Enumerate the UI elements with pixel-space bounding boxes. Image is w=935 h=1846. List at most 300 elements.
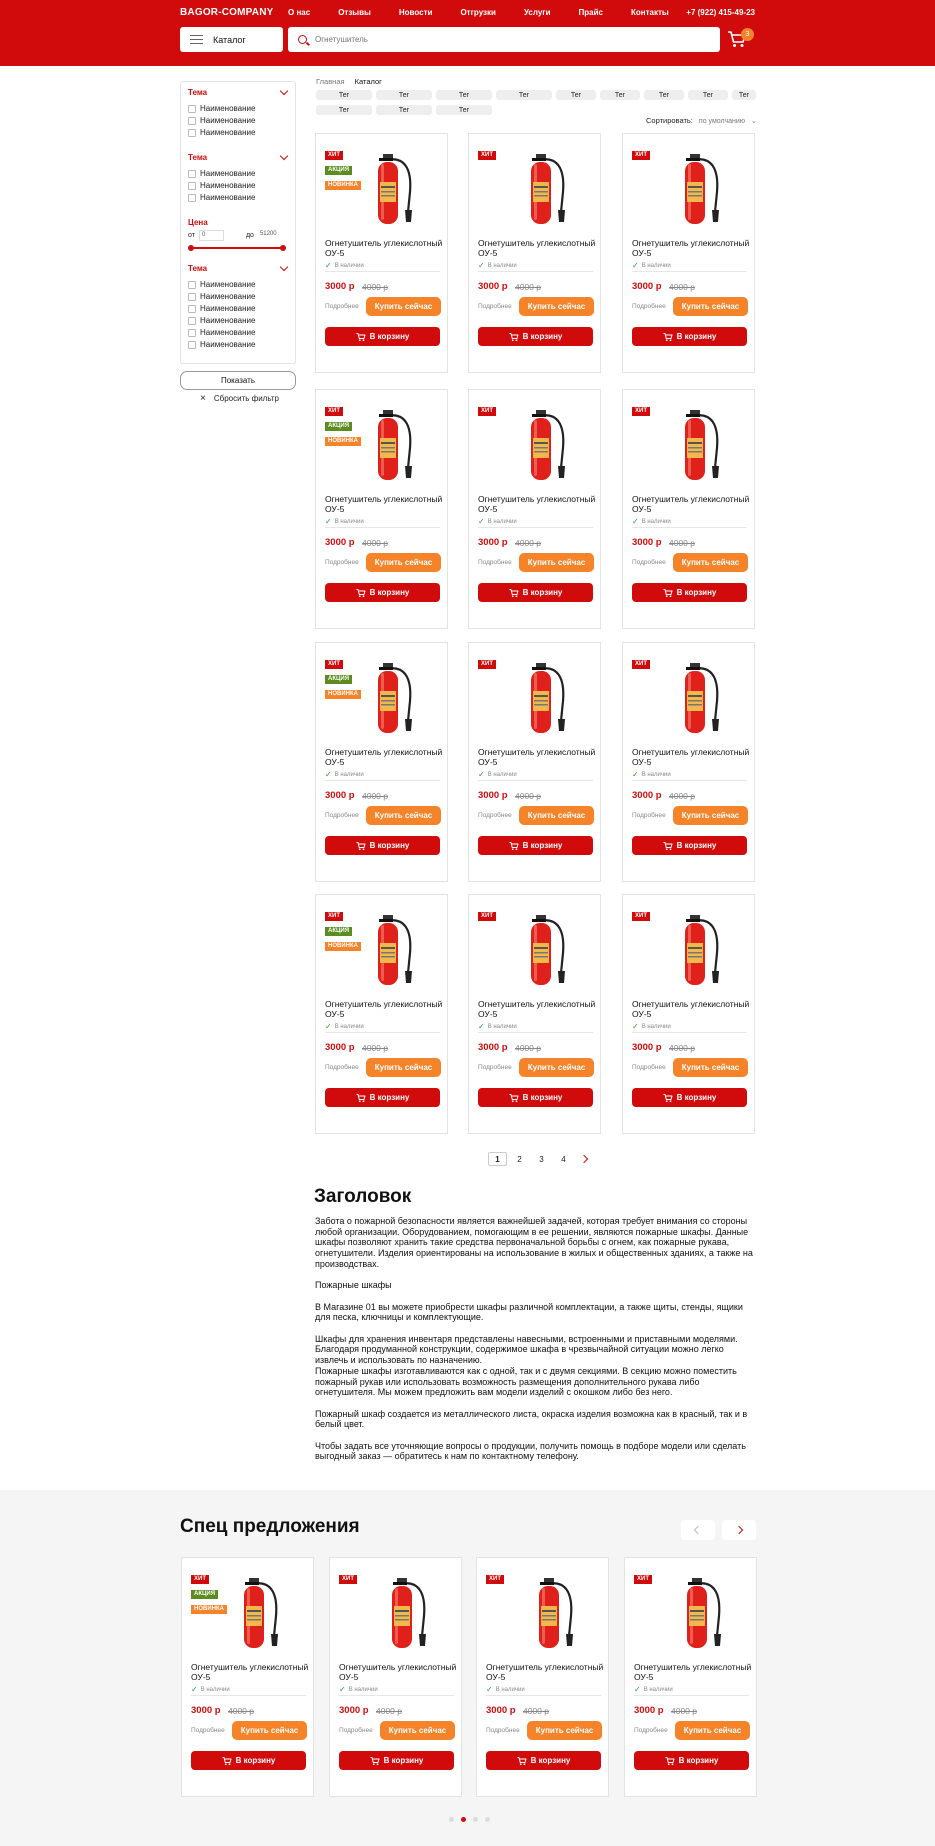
nav-link-about[interactable]: О нас	[288, 8, 311, 17]
product-price: 3000 р	[325, 1042, 355, 1053]
filter-option[interactable]	[188, 304, 255, 313]
product-name[interactable]: Огнетушитель углекислотный ОУ-5	[325, 238, 443, 258]
product-old-price: 4000 р	[515, 538, 541, 548]
badge-hit: ХИТ	[634, 1575, 652, 1584]
buy-now-button[interactable]: Купить сейчас	[527, 1721, 602, 1740]
filter-option-label: Наименование	[200, 280, 256, 289]
product-price: 3000 р	[478, 281, 508, 292]
product-card[interactable]	[622, 894, 755, 1134]
cart-icon	[663, 841, 673, 851]
stock-label: В наличии	[334, 1023, 364, 1030]
sort-label: Сортировать:	[646, 116, 693, 125]
filter-option[interactable]	[188, 104, 255, 113]
page-link[interactable]: 3	[539, 1154, 544, 1164]
product-price: 3000 р	[191, 1705, 221, 1716]
buy-now-button[interactable]: Купить сейчас	[366, 553, 441, 572]
add-to-cart-button[interactable]	[632, 583, 747, 602]
details-link[interactable]: Подробнее	[478, 303, 512, 310]
badge-new: НОВИНКА	[191, 1605, 227, 1614]
product-price: 3000 р	[486, 1705, 516, 1716]
chevron-left-icon	[694, 1526, 702, 1534]
badge-hit: ХИТ	[325, 660, 343, 669]
product-card[interactable]	[181, 1557, 314, 1797]
checkmark-icon: ✓	[632, 517, 639, 526]
checkbox[interactable]	[188, 117, 196, 125]
product-name[interactable]: Огнетушитель углекислотный ОУ-5	[325, 494, 443, 514]
badge-new: НОВИНКА	[325, 181, 361, 190]
product-name[interactable]: Огнетушитель углекислотный ОУ-5	[478, 494, 596, 514]
add-to-cart-button[interactable]	[339, 1751, 454, 1770]
search-icon[interactable]	[298, 35, 307, 44]
buy-now-button[interactable]: Купить сейчас	[519, 553, 594, 572]
fire-extinguisher-image[interactable]	[673, 1572, 733, 1652]
filter-option[interactable]	[188, 280, 255, 289]
tag-chip[interactable]: Тег	[600, 90, 640, 100]
product-card[interactable]	[622, 642, 755, 882]
product-card[interactable]	[468, 894, 601, 1134]
checkmark-icon: ✓	[632, 261, 639, 270]
tag-chip[interactable]: Тег	[316, 90, 372, 100]
nav-link-news[interactable]: Новости	[398, 8, 433, 17]
search-input[interactable]	[315, 35, 695, 44]
fire-extinguisher-image[interactable]	[671, 404, 731, 484]
article-body	[315, 1216, 753, 1473]
details-link[interactable]: Подробнее	[325, 812, 359, 819]
product-old-price: 4000 р	[376, 1706, 402, 1716]
checkbox[interactable]	[188, 129, 196, 137]
stock-status	[339, 1685, 378, 1694]
product-price: 3000 р	[632, 1042, 662, 1053]
product-card[interactable]	[622, 389, 755, 629]
product-old-price: 4000 р	[515, 282, 541, 292]
product-name[interactable]: Огнетушитель углекислотный ОУ-5	[478, 238, 596, 258]
special-offers-section	[0, 1490, 935, 1846]
nav-link-price[interactable]: Прайс	[578, 8, 603, 17]
chevron-right-icon[interactable]	[580, 1155, 588, 1163]
filter-option-label: Наименование	[200, 104, 256, 113]
divider	[632, 271, 747, 272]
filter-option[interactable]	[188, 193, 255, 202]
breadcrumb-current: Каталог	[354, 77, 382, 86]
page-link[interactable]: 4	[561, 1154, 566, 1164]
stock-status	[632, 1022, 671, 1031]
product-name[interactable]: Огнетушитель углекислотный ОУ-5	[191, 1662, 309, 1682]
add-to-cart-button[interactable]	[191, 1751, 306, 1770]
divider	[478, 1032, 593, 1033]
add-to-cart-button[interactable]	[632, 1088, 747, 1107]
badge-sale: АКЦИЯ	[325, 675, 352, 684]
filter-panel	[180, 81, 296, 364]
product-old-price: 4000 р	[669, 1043, 695, 1053]
fire-extinguisher-image[interactable]	[525, 1572, 585, 1652]
price-range-inputs	[188, 230, 287, 241]
product-price: 3000 р	[325, 790, 355, 801]
carousel-dots	[449, 1817, 497, 1822]
product-name[interactable]: Огнетушитель углекислотный ОУ-5	[478, 999, 596, 1019]
stock-status	[632, 261, 671, 270]
tag-chip[interactable]: Тег	[556, 90, 596, 100]
add-to-cart-label: В корзину	[678, 1756, 719, 1765]
add-to-cart-button[interactable]	[325, 583, 440, 602]
divider	[486, 1695, 601, 1696]
site-logo[interactable]: BAGOR-COMPANY	[180, 7, 274, 18]
checkbox[interactable]	[188, 105, 196, 113]
checkmark-icon: ✓	[339, 1685, 346, 1694]
price-from-input[interactable]: 0	[199, 230, 224, 241]
details-link[interactable]: Подробнее	[634, 1727, 668, 1734]
carousel-dot[interactable]	[473, 1817, 478, 1822]
details-link[interactable]: Подробнее	[632, 812, 666, 819]
details-link[interactable]: Подробнее	[478, 559, 512, 566]
fire-extinguisher-image[interactable]	[364, 909, 424, 989]
checkmark-icon: ✓	[478, 517, 485, 526]
badge-sale: АКЦИЯ	[325, 422, 352, 431]
buy-now-button[interactable]: Купить сейчас	[673, 297, 748, 316]
badge-sale: АКЦИЯ	[325, 927, 352, 936]
product-old-price: 4000 р	[669, 538, 695, 548]
add-to-cart-button[interactable]	[325, 327, 440, 346]
chevron-down-icon[interactable]	[280, 263, 288, 271]
filter-option-label: Наименование	[200, 116, 256, 125]
stock-label: В наличии	[641, 262, 671, 269]
page-link[interactable]: 1	[488, 1152, 507, 1166]
nav-link-reviews[interactable]: Отзывы	[338, 8, 371, 17]
fire-extinguisher-image[interactable]	[671, 909, 731, 989]
add-to-cart-button[interactable]	[325, 836, 440, 855]
product-name[interactable]: Огнетушитель углекислотный ОУ-5	[632, 494, 750, 514]
cart-icon	[222, 1756, 232, 1766]
buy-now-button[interactable]: Купить сейчас	[673, 1058, 748, 1077]
checkmark-icon: ✓	[478, 261, 485, 270]
article-paragraph: Забота о пожарной безопасности является важнейшей задачей, которая требует внимания со стороны любой организации. Оборудованием, помогающим в ее решении, являются пожарные шкафы. Данные шкафы позволяют хранить такие средства первоначальной борьбы с огнем, как пожарные рукава, огнетушители. Изделия ориентированы на использование в жилых и общественных зданиях, а также на производствах.	[315, 1216, 753, 1269]
product-card[interactable]	[315, 642, 448, 882]
buy-now-button[interactable]: Купить сейчас	[675, 1721, 750, 1740]
add-to-cart-label: В корзину	[522, 1093, 563, 1102]
stock-label: В наличии	[334, 262, 364, 269]
buy-now-button[interactable]: Купить сейчас	[673, 806, 748, 825]
fire-extinguisher-image[interactable]	[364, 148, 424, 228]
cart-icon	[370, 1756, 380, 1766]
stock-status	[325, 261, 364, 270]
filter-option[interactable]	[188, 340, 255, 349]
filter-option-label: Наименование	[200, 181, 256, 190]
checkmark-icon: ✓	[325, 1022, 332, 1031]
checkmark-icon: ✓	[325, 517, 332, 526]
add-to-cart-button[interactable]	[632, 327, 747, 346]
cart-icon	[509, 588, 519, 598]
filter-option[interactable]	[188, 328, 255, 337]
fire-extinguisher-image[interactable]	[671, 657, 731, 737]
carousel-dot[interactable]	[485, 1817, 490, 1822]
add-to-cart-button[interactable]	[478, 836, 593, 855]
divider	[325, 1032, 440, 1033]
carousel-dot[interactable]	[449, 1817, 454, 1822]
fire-extinguisher-image[interactable]	[364, 404, 424, 484]
carousel-prev-button[interactable]	[681, 1520, 715, 1540]
product-old-price: 4000 р	[523, 1706, 549, 1716]
checkmark-icon: ✓	[478, 1022, 485, 1031]
add-to-cart-label: В корзину	[383, 1756, 424, 1765]
details-link[interactable]: Подробнее	[325, 559, 359, 566]
filter-group-title[interactable]: Тема	[188, 153, 208, 162]
tag-chip[interactable]: Тег	[644, 90, 684, 100]
pagination	[488, 1152, 587, 1166]
product-price: 3000 р	[478, 1042, 508, 1053]
cart-count-badge: 3	[741, 28, 754, 41]
product-old-price: 4000 р	[362, 282, 388, 292]
nav-link-shipments[interactable]: Отгрузки	[460, 8, 496, 17]
cart-icon	[663, 588, 673, 598]
product-old-price: 4000 р	[669, 791, 695, 801]
carousel-dot-active[interactable]	[461, 1817, 466, 1822]
buy-now-button[interactable]: Купить сейчас	[366, 806, 441, 825]
chevron-down-icon[interactable]	[280, 152, 288, 160]
checkbox[interactable]	[188, 305, 196, 313]
filter-option[interactable]	[188, 316, 255, 325]
nav-link-contacts[interactable]: Контакты	[631, 8, 669, 17]
add-to-cart-label: В корзину	[676, 332, 717, 341]
tag-chip[interactable]: Тег	[376, 90, 432, 100]
badge-sale: АКЦИЯ	[191, 1590, 218, 1599]
catalog-button[interactable]	[180, 27, 283, 52]
buy-now-button[interactable]: Купить сейчас	[519, 806, 594, 825]
details-link[interactable]: Подробнее	[325, 303, 359, 310]
checkmark-icon: ✓	[191, 1685, 198, 1694]
badge-hit: ХИТ	[632, 912, 650, 921]
checkbox[interactable]	[188, 317, 196, 325]
checkbox[interactable]	[188, 293, 196, 301]
product-name[interactable]: Огнетушитель углекислотный ОУ-5	[632, 238, 750, 258]
details-link[interactable]: Подробнее	[325, 1064, 359, 1071]
tag-chip[interactable]: Тег	[732, 90, 756, 100]
stock-status	[632, 770, 671, 779]
add-to-cart-button[interactable]	[634, 1751, 749, 1770]
checkbox[interactable]	[188, 281, 196, 289]
checkbox[interactable]	[188, 182, 196, 190]
add-to-cart-label: В корзину	[522, 332, 563, 341]
checkbox[interactable]	[188, 194, 196, 202]
badge-new: НОВИНКА	[325, 690, 361, 699]
divider	[632, 780, 747, 781]
show-results-button[interactable]: Показать	[180, 371, 296, 390]
add-to-cart-label: В корзину	[369, 841, 410, 850]
tag-chip[interactable]: Тег	[316, 105, 372, 115]
price-from-label: от	[188, 232, 195, 239]
filter-option-label: Наименование	[200, 128, 256, 137]
filter-option[interactable]	[188, 128, 255, 137]
breadcrumb-home[interactable]: Главная	[316, 77, 345, 86]
fire-extinguisher-image[interactable]	[517, 404, 577, 484]
filter-group-title[interactable]: Тема	[188, 88, 208, 97]
checkbox[interactable]	[188, 170, 196, 178]
badge-new: НОВИНКА	[325, 942, 361, 951]
tag-chip[interactable]: Тег	[436, 105, 492, 115]
add-to-cart-label: В корзину	[676, 841, 717, 850]
buy-now-button[interactable]: Купить сейчас	[519, 297, 594, 316]
divider	[632, 527, 747, 528]
tag-chip[interactable]: Тег	[436, 90, 492, 100]
fire-extinguisher-image[interactable]	[517, 909, 577, 989]
stock-label: В наличии	[348, 1686, 378, 1693]
sort-value[interactable]: по умолчанию	[698, 118, 746, 125]
add-to-cart-button[interactable]	[486, 1751, 601, 1770]
details-link[interactable]: Подробнее	[339, 1727, 373, 1734]
product-card[interactable]	[468, 642, 601, 882]
details-link[interactable]: Подробнее	[632, 1064, 666, 1071]
cart-icon	[517, 1756, 527, 1766]
product-card[interactable]	[329, 1557, 462, 1797]
buy-now-button[interactable]: Купить сейчас	[380, 1721, 455, 1740]
slider-min-handle[interactable]	[188, 245, 194, 251]
details-link[interactable]: Подробнее	[478, 1064, 512, 1071]
fire-extinguisher-image[interactable]	[671, 148, 731, 228]
product-name[interactable]: Огнетушитель углекислотный ОУ-5	[478, 747, 596, 767]
product-old-price: 4000 р	[228, 1706, 254, 1716]
badge-hit: ХИТ	[325, 407, 343, 416]
checkmark-icon: ✓	[634, 1685, 641, 1694]
add-to-cart-label: В корзину	[522, 588, 563, 597]
slider-max-handle[interactable]	[280, 245, 286, 251]
product-name[interactable]: Огнетушитель углекислотный ОУ-5	[486, 1662, 604, 1682]
cart-icon	[509, 841, 519, 851]
filter-group-title[interactable]: Тема	[188, 264, 208, 273]
buy-now-button[interactable]: Купить сейчас	[673, 553, 748, 572]
checkbox[interactable]	[188, 329, 196, 337]
cart-icon	[356, 588, 366, 598]
price-slider[interactable]	[190, 247, 284, 249]
price-to-input[interactable]: 51200	[259, 231, 277, 237]
details-link[interactable]: Подробнее	[478, 812, 512, 819]
page-link[interactable]: 2	[517, 1154, 522, 1164]
fire-extinguisher-image[interactable]	[230, 1572, 290, 1652]
buy-now-button[interactable]: Купить сейчас	[366, 297, 441, 316]
menu-icon	[190, 35, 203, 44]
details-link[interactable]: Подробнее	[486, 1727, 520, 1734]
cart-icon	[509, 1093, 519, 1103]
add-to-cart-label: В корзину	[522, 841, 563, 850]
divider	[325, 527, 440, 528]
stock-label: В наличии	[641, 1023, 671, 1030]
product-card[interactable]	[476, 1557, 609, 1797]
cart-icon	[356, 332, 366, 342]
fire-extinguisher-image[interactable]	[517, 657, 577, 737]
product-card[interactable]	[315, 133, 448, 373]
add-to-cart-button[interactable]	[478, 583, 593, 602]
details-link[interactable]: Подробнее	[632, 559, 666, 566]
chevron-down-icon[interactable]	[280, 87, 288, 95]
price-filter-title: Цена	[188, 218, 208, 227]
details-link[interactable]: Подробнее	[191, 1727, 225, 1734]
buy-now-button[interactable]: Купить сейчас	[366, 1058, 441, 1077]
product-card[interactable]	[315, 894, 448, 1134]
product-name[interactable]: Огнетушитель углекислотный ОУ-5	[632, 999, 750, 1019]
product-card[interactable]	[622, 133, 755, 373]
stock-status	[325, 517, 364, 526]
filter-option[interactable]	[188, 181, 255, 190]
product-old-price: 4000 р	[515, 791, 541, 801]
filter-option-label: Наименование	[200, 340, 256, 349]
fire-extinguisher-image[interactable]	[517, 148, 577, 228]
stock-label: В наличии	[641, 771, 671, 778]
add-to-cart-button[interactable]	[478, 327, 593, 346]
badge-hit: ХИТ	[325, 151, 343, 160]
stock-label: В наличии	[334, 518, 364, 525]
divider	[339, 1695, 454, 1696]
tag-chip[interactable]: Тег	[496, 90, 552, 100]
article-paragraph: В Магазине 01 вы можете приобрести шкафы различной комплектации, а также щиты, стенды, ящики для песка, ключницы и комплектующие.	[315, 1301, 743, 1323]
product-card[interactable]	[468, 389, 601, 629]
product-price: 3000 р	[478, 537, 508, 548]
add-to-cart-button[interactable]	[632, 836, 747, 855]
product-old-price: 4000 р	[671, 1706, 697, 1716]
tag-chip[interactable]: Тег	[688, 90, 728, 100]
divider	[478, 271, 593, 272]
stock-status	[486, 1685, 525, 1694]
nav-link-services[interactable]: Услуги	[523, 8, 551, 17]
fire-extinguisher-image[interactable]	[378, 1572, 438, 1652]
badge-hit: ХИТ	[478, 151, 496, 160]
product-name[interactable]: Огнетушитель углекислотный ОУ-5	[325, 747, 443, 767]
checkbox[interactable]	[188, 341, 196, 349]
header-phone[interactable]: +7 (922) 415-49-23	[686, 8, 755, 17]
filter-option[interactable]	[188, 169, 255, 178]
reset-filter-link[interactable]	[200, 393, 279, 404]
product-price: 3000 р	[634, 1705, 664, 1716]
filter-option[interactable]	[188, 292, 255, 301]
badge-hit: ХИТ	[632, 407, 650, 416]
product-old-price: 4000 р	[362, 1043, 388, 1053]
stock-status	[191, 1685, 230, 1694]
product-price: 3000 р	[632, 537, 662, 548]
article-title: Заголовок	[314, 1186, 412, 1207]
buy-now-button[interactable]: Купить сейчас	[519, 1058, 594, 1077]
badge-hit: ХИТ	[632, 660, 650, 669]
badge-sale: АКЦИЯ	[325, 166, 352, 175]
product-price: 3000 р	[632, 281, 662, 292]
filter-option-label: Наименование	[200, 169, 256, 178]
badge-hit: ХИТ	[478, 407, 496, 416]
details-link[interactable]: Подробнее	[632, 303, 666, 310]
product-card[interactable]	[624, 1557, 757, 1797]
add-to-cart-button[interactable]	[325, 1088, 440, 1107]
product-name[interactable]: Огнетушитель углекислотный ОУ-5	[632, 747, 750, 767]
product-card[interactable]	[468, 133, 601, 373]
tag-chip[interactable]: Тег	[376, 105, 432, 115]
stock-label: В наличии	[495, 1686, 525, 1693]
add-to-cart-label: В корзину	[369, 332, 410, 341]
divider	[191, 1695, 306, 1696]
fire-extinguisher-image[interactable]	[364, 657, 424, 737]
carousel-next-button[interactable]	[722, 1520, 756, 1540]
add-to-cart-label: В корзину	[676, 588, 717, 597]
product-price: 3000 р	[325, 537, 355, 548]
product-name[interactable]: Огнетушитель углекислотный ОУ-5	[634, 1662, 752, 1682]
filter-option[interactable]	[188, 116, 255, 125]
stock-status	[325, 770, 364, 779]
article-paragraph: Пожарные шкафы	[315, 1280, 392, 1291]
article-paragraph: Пожарный шкаф создается из металлического листа, окраска изделия возможна как в красный, так и в белый цвет.	[315, 1408, 748, 1430]
stock-status	[478, 261, 517, 270]
product-price: 3000 р	[325, 281, 355, 292]
product-card[interactable]	[315, 389, 448, 629]
product-name[interactable]: Огнетушитель углекислотный ОУ-5	[339, 1662, 457, 1682]
divider	[325, 271, 440, 272]
sort-control[interactable]	[646, 116, 757, 125]
stock-label: В наличии	[200, 1686, 230, 1693]
add-to-cart-button[interactable]	[478, 1088, 593, 1107]
buy-now-button[interactable]: Купить сейчас	[232, 1721, 307, 1740]
product-name[interactable]: Огнетушитель углекислотный ОУ-5	[325, 999, 443, 1019]
